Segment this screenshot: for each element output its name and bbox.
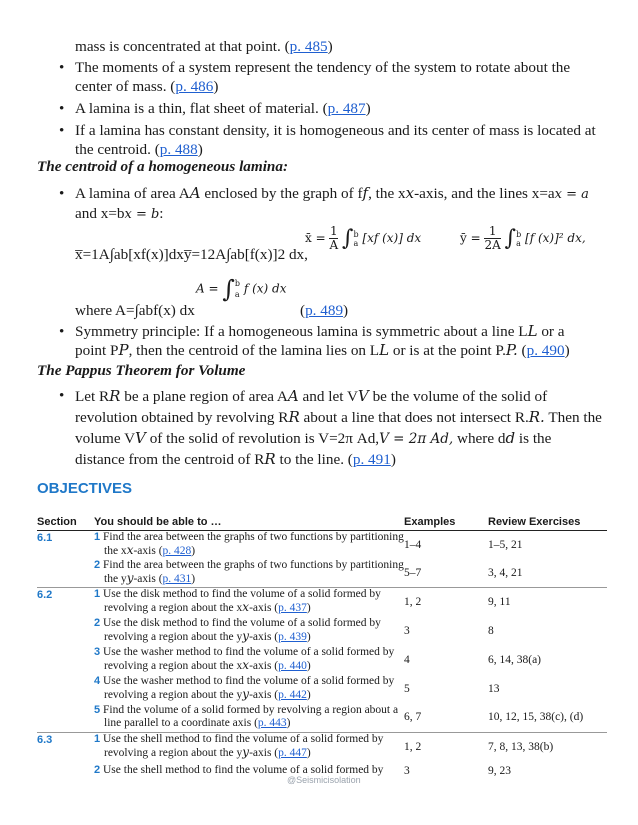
section-cell bbox=[37, 645, 94, 674]
xbar-formula: x̄ = $\frac{1}{A}$ ∫ b a [xf (x)] dx bbox=[305, 224, 422, 252]
objective-number: 2 bbox=[94, 616, 101, 629]
table-header-row bbox=[37, 516, 607, 531]
intro-line: mass is concentrated at that point. (p. 485) bbox=[75, 38, 333, 55]
page-link[interactable]: p. 485 bbox=[289, 38, 328, 55]
review-cell: 10, 12, 15, 38(c), (d) bbox=[488, 711, 584, 724]
objective-number: 1 bbox=[94, 531, 101, 543]
objectives-table bbox=[37, 516, 607, 781]
area-formula: A = ∫ b a f (x) dx bbox=[196, 275, 287, 303]
objective-cell: 5 Find the volume of a solid formed by revolving a region about a line parallel to a coordinate axis (p. 443) bbox=[94, 703, 399, 730]
formula-text: x̅=1A∫ab[xf(x)]dxy̅=12A∫ab[f(x)]2 dx, bbox=[75, 246, 308, 263]
examples-cell: 3 bbox=[404, 624, 410, 637]
area-link-wrap: (p. 489) bbox=[300, 302, 349, 319]
objective-cell: 1 Use the disk method to find the volume of a solid formed by revolving a region about the xx-axis (p. 437) bbox=[94, 587, 404, 616]
section-cell bbox=[37, 559, 94, 587]
review-cell: 8 bbox=[488, 624, 494, 637]
page-link[interactable]: p. 442 bbox=[278, 689, 307, 702]
table-row bbox=[37, 674, 607, 703]
review-cell: 9, 11 bbox=[488, 587, 607, 616]
header-objective: You should be able to … bbox=[94, 516, 404, 531]
page-link[interactable]: p. 491 bbox=[352, 451, 391, 468]
review-cell: 6, 14, 38(a) bbox=[488, 653, 542, 666]
page-link[interactable]: p. 490 bbox=[526, 342, 565, 359]
list-item: • If a lamina has constant density, it is homogeneous and its center of mass is located at the centroid. (p. 488) bbox=[59, 121, 599, 159]
table-row bbox=[37, 559, 607, 587]
objective-cell: 4 Use the washer method to find the volume of a solid formed by revolving a region about the yy-axis (p. 442) bbox=[94, 674, 395, 702]
section-cell bbox=[37, 703, 94, 732]
page-link[interactable]: p. 431 bbox=[162, 573, 192, 586]
watermark-text: @Seismicisolation bbox=[287, 775, 361, 785]
objective-cell: 2 Use the shell method to find the volume of a solid formed by bbox=[94, 764, 384, 777]
objective-cell: 2 Use the disk method to find the volume of a solid formed by revolving a region about the yy-axis (p. 439) bbox=[94, 616, 381, 644]
objective-number: 1 bbox=[94, 732, 101, 745]
page-link[interactable]: p. 489 bbox=[305, 302, 344, 319]
examples-cell: 5–7 bbox=[404, 566, 422, 579]
examples-cell: 6, 7 bbox=[404, 711, 422, 724]
examples-cell: 4 bbox=[404, 653, 410, 666]
section-heading-centroid: The centroid of a homogeneous lamina: bbox=[37, 158, 289, 175]
examples-cell: 1, 2 bbox=[404, 587, 488, 616]
area-text: where A=∫abf(x) dx bbox=[75, 302, 195, 319]
table-row bbox=[37, 616, 607, 645]
objective-cell: 3 Use the washer method to find the volume of a solid formed by revolving a region about the xx-axis (p. 440) bbox=[94, 645, 395, 673]
objective-cell: 2 Find the area between the graphs of two functions by partitioning the yy-axis (p. 431) bbox=[94, 558, 404, 586]
page-link[interactable]: p. 439 bbox=[278, 631, 307, 644]
page-link[interactable]: p. 440 bbox=[278, 660, 307, 673]
section-cell: 6.1 bbox=[37, 531, 94, 559]
table-row bbox=[37, 587, 607, 616]
review-cell: 7, 8, 13, 38(b) bbox=[488, 732, 607, 761]
list-item: • A lamina of area AA enclosed by the graph of ff, the xx-axis, and the lines x=ax = a and x=bx = b: bbox=[59, 184, 599, 224]
list-item: • A lamina is a thin, flat sheet of material. (p. 487) bbox=[59, 99, 599, 118]
bullet-list-top bbox=[59, 58, 599, 159]
table-row bbox=[37, 645, 607, 674]
objective-number: 3 bbox=[94, 645, 101, 658]
objective-number: 4 bbox=[94, 674, 101, 687]
page-link[interactable]: p. 447 bbox=[278, 747, 307, 760]
page-link[interactable]: p. 486 bbox=[175, 78, 214, 95]
header-review: Review Exercises bbox=[488, 516, 607, 531]
review-cell: 1–5, 21 bbox=[488, 531, 607, 559]
list-item: • Let RR be a plane region of area AA and let VV be the volume of the solid of revolution obtained by revolving RR about a line that does not intersect R.R. Then the volume VV of the solid of revolution is V=2π Ad,V = 2π Ad, where dd is the distance from the centroid of RR to the line. (p. 491) bbox=[59, 386, 603, 470]
section-cell bbox=[37, 616, 94, 645]
section-cell bbox=[37, 674, 94, 703]
review-cell: 9, 23 bbox=[488, 765, 511, 778]
section-cell: 6.2 bbox=[37, 587, 94, 616]
objective-number: 5 bbox=[94, 703, 101, 716]
list-item: • The moments of a system represent the tendency of the system to rotate about the center of mass. (p. 486) bbox=[59, 58, 599, 96]
review-cell: 3, 4, 21 bbox=[488, 566, 523, 579]
table-row bbox=[37, 703, 607, 732]
ybar-formula: ȳ = $\frac{1}{2A}$ ∫ b a [f (x)]² dx, bbox=[460, 224, 586, 252]
examples-cell: 1–4 bbox=[404, 531, 488, 559]
page-link[interactable]: p. 443 bbox=[257, 717, 287, 730]
objective-number: 1 bbox=[94, 587, 101, 600]
examples-cell: 3 bbox=[404, 765, 410, 778]
bullet-list-pappus bbox=[59, 386, 603, 470]
page-link[interactable]: p. 437 bbox=[278, 602, 307, 615]
review-cell: 13 bbox=[488, 682, 500, 695]
header-section: Section bbox=[37, 516, 94, 531]
header-examples: Examples bbox=[404, 516, 488, 531]
list-item: • Symmetry principle: If a homogeneous lamina is symmetric about a line LL or a point PP, then the centroid of the lamina lies on LL or is at the point P.P. (p. 490) bbox=[59, 322, 599, 360]
bullet-list-symmetry bbox=[59, 322, 599, 360]
section-cell: 6.3 bbox=[37, 732, 94, 761]
objective-cell: 1 Find the area between the graphs of two functions by partitioning the xx-axis (p. 428) bbox=[94, 531, 404, 558]
page-link[interactable]: p. 487 bbox=[327, 100, 366, 117]
table-row bbox=[37, 732, 607, 761]
page-link[interactable]: p. 428 bbox=[162, 545, 192, 558]
objective-number: 2 bbox=[94, 764, 101, 777]
objectives-title: OBJECTIVES bbox=[37, 480, 133, 497]
table-row bbox=[37, 531, 607, 559]
objective-number: 2 bbox=[94, 558, 101, 571]
examples-cell: 1, 2 bbox=[404, 732, 488, 761]
objective-cell: 1 Use the shell method to find the volume of a solid formed by revolving a region about the yy-axis (p. 447) bbox=[94, 732, 404, 761]
section-cell bbox=[37, 761, 94, 781]
examples-cell: 5 bbox=[404, 682, 410, 695]
page-link[interactable]: p. 488 bbox=[159, 141, 198, 158]
bullet-list-centroid bbox=[59, 184, 599, 224]
section-heading-pappus: The Pappus Theorem for Volume bbox=[37, 362, 246, 379]
